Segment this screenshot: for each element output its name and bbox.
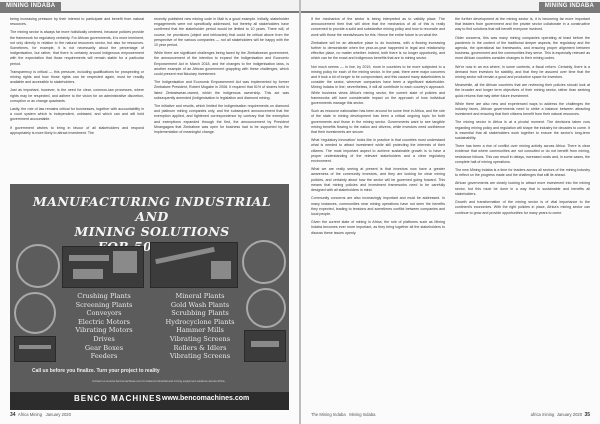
ad-product-item: Electric Motors (77, 317, 131, 326)
right-article-column-2 (455, 17, 590, 219)
left-article-column-1 (10, 17, 144, 139)
ad-call-to-action: Call us before you finalize. Turn your project to reality (32, 368, 160, 374)
screening-plant-image (150, 242, 238, 288)
paragraph: Given the current state of mining in Africa, the role of platforms such as Mining Indaba becomes ever more important, as they bring together all the stakeholders to discuss these issues openly. (311, 220, 445, 235)
ad-product-item: Vibrating Motors (75, 326, 133, 335)
ad-headline-line-1: MANUFACTURING INDUSTRIAL AND (32, 194, 272, 224)
paragraph: being increasing pressure by their interest to participate and benefit from natural resources. (10, 17, 144, 27)
right-page-number: 35 (584, 412, 590, 418)
paragraph: African governments are clearly looking to attract more investment into the mining sector, but this must be done in a way that is sustainable and benefits all stakeholders. (455, 181, 590, 196)
ad-product-item: Drives (93, 334, 115, 343)
right-page-header (301, 0, 600, 13)
paragraph: We're now in an era where, in some contexts, a fiscal reform. Certainly, there is a demand from investors for stability, and that they be assured over time that the mining sector will remain a good and productive space for investors. (455, 64, 590, 80)
right-article-column-1 (311, 17, 445, 239)
paragraph: the further development at the mining sector is, it is becoming far more important that leaders from government and the private sector collaborate in a constructive way to find solutions that will benefit everyone involved. (455, 17, 590, 32)
paragraph: Zimbabwe will be an attractive place to do business, with a flowing increasing further to demonstrate when the year-on-year happened in legal and relationship effective place, no matter whether. Indeed, both there is no longer opportunity, and which can be the exact and indigenous benefits that are to mining sector. (311, 40, 445, 61)
paragraph: The mining sector is always far more holistically centered, because policies provide the framework for regulatory certainty. For African governments, it is more imminent, not only directly in relation to the natural resources sector, but also for resources. Sometimes, for example, it is not necessarily about the percentage of indigenisation, but rather, that there is certainty around indigenous empowerment with the expectation that those requirements will remain stable for a particular period. (10, 30, 144, 66)
ad-product-list-right (150, 292, 250, 361)
ad-headline-line-2: MINING SOLUTIONS (74, 224, 230, 239)
right-issue-date: January 2020 (556, 412, 583, 417)
paragraph: Lastly, the role of law remains critical for businesses, together with accountability in a court system which is independent, unbiased, and which can and will hold government accountable. (10, 107, 144, 122)
section-tab-right: MINING INDABA (539, 2, 600, 11)
paragraph: Transparency is critical — this pressure, including qualifications for prospecting or mining rights and how those rights can be respected again, must be readily available and accessible to stakeholders. (10, 69, 144, 85)
paragraph: Just as important, however, is the need for clear, common-law processes, where rights may be respected, and adhere to the vision for an administrative discretion, corruption or as change quadrants. (10, 88, 144, 103)
footer-center-right: Mining Indaba (349, 412, 376, 417)
ad-product-item: Feeders (90, 352, 118, 361)
ad-product-item: Conveyors (86, 309, 122, 318)
ad-product-item: Scrubbing Plants (171, 309, 229, 318)
ad-product-item: Vibrating Screens (169, 352, 231, 361)
paragraph: Older concerns, this was many mining companies operating at least before the pandemic in the context of the traditional deeper aspects, the regulatory and the agenda, the operational tax frameworks, and ensuring proper alignment between business, government and the communities they serve. This is especially relevant as more African countries consider changes to their mining codes. (455, 35, 590, 61)
ad-photo-circle-3 (242, 240, 286, 284)
paragraph: What 'regulatory innovation' looks like in practice is that countries must understand what is needed to attract investment while still protecting the interests of their citizens. The most important aspect to achieve sustainable growth is to have a proper understanding of the relevant stakeholders and a clear regulatory environment. (311, 138, 445, 164)
ad-product-item: Screening Plants (75, 300, 133, 309)
right-publication-name: africa mining (530, 412, 555, 417)
paragraph: If government wishes to bring in favour of all stakeholders and respond appropriately is more likely to attract investment. The (10, 125, 144, 135)
left-publication-name: Africa Mining (17, 412, 43, 417)
paragraph: Growth and transformation of the mining sector is of vital importance to the continent's economies. With the right policies in place, Africa's mining sector can continue to grow and provide opportunities for many years to come. (455, 200, 590, 215)
ad-photo-circle-2 (14, 292, 56, 334)
header-rule (0, 11, 299, 13)
left-page-header (0, 0, 299, 13)
ad-photo-circle-4 (246, 288, 286, 328)
ad-product-item: Vibrating Screens (169, 334, 231, 343)
paragraph: What we are really seeing at present is that investors now have a greater awareness of the community investors, and they are looking for clear mining policies, and certainty about how the sector will be governed going forward. This means that mining policies and investment frameworks need to be carefully designed with all stakeholders in mind. (311, 167, 445, 193)
paragraph: While there are significant challenges being faced by the Zimbabwean government, the announcement of the intention to expand the Indigenisation and Economic Empowerment Act in March 2018, and the changes to the indigenisation laws, is another example of an African government grappling with these challenges, which could present real fiduciary investment. (154, 51, 289, 77)
paragraph: Not much seems — in line, by 2019, more in countries to be more subjected to a mining policy for each of the mining sector. In the past, there were major concerns and it took a lot of longer to be compromised, and this caused many stakeholders to consider the sector, wherever companies have been a significant stakeholder. Mining Indaba in line; nevertheless, it will all contribute to each country's approach. While business views Africa's mining sector, the current state of policies and frameworks will have considerable impact on the approach of how individual governments manage this sector. (311, 64, 445, 106)
paragraph: The new Mining Indaba is a time for leaders across all sectors of the mining industry to reflect on the progress made and the challenges that still lie ahead. (455, 168, 590, 178)
ad-product-item: Crushing Plants (77, 292, 131, 300)
paragraph: The initiative and results, which limited the indigenisation requirements on diamond and platinum mining companies only, and the subsequent announcement that the exemption applied, and tightened correspondence by contrary that the exemption and exemptions expanded through the first, the announcement by President Mnangagwa that Zimbabwe was open for business had to be supported by the implementation of meaningful change. (154, 104, 289, 135)
paragraph: Community concerns are also increasingly important and must be addressed. In many instances, communities near mining operations have not seen the benefits they expected, leading to tensions and sometimes conflict between companies and local people. (311, 196, 445, 216)
ad-product-item: Mineral Plants (175, 292, 225, 300)
ad-fine-print: Contact us at www.bencomachines.com for tailored industrial and mining equipment solutions across Africa. (92, 379, 226, 383)
paragraph: The Indigenisation and Economic Empowerment Act was implemented by former Zimbabwe President, Robert Mugabe in 2008. It required that 51% of shares held in listed Zimbabwean-owned, which the indigenous ownership. This act was subsequently amended (indigenisation in legislation and diamond mining. (154, 80, 289, 100)
paragraph: recently published new mining code in Mali is a good example. Initially, stakeholder engagements were not specifically addressed, but thereby all stakeholders have confirmed that the stakeholder period would be limited to 10 years. There will, of course, be provisions (object and intricacies) that could be critical above from the perspective of the various companies — not all stakeholders will be happy with the 10 year period. (154, 17, 289, 48)
ad-product-item: Gear Boxes (84, 343, 124, 352)
ad-product-item: Gold Wash Plants (170, 300, 230, 309)
paragraph: The mining sector in Africa is at a pivotal moment. The decisions taken now regarding mining policy and regulation will shape the industry for decades to come. It is essential that all stakeholders work together to ensure the sector's long-term sustainability. (455, 120, 590, 141)
right-page (301, 0, 600, 424)
ad-website-link[interactable]: www.bencomachines.com (162, 395, 250, 402)
ad-photo-circle-1 (16, 244, 60, 288)
benco-advertisement[interactable] (10, 184, 289, 410)
header-rule (301, 11, 600, 13)
paragraph: There has been a rise of conflict over mining activity across Africa. There is clear evidence that where communities are not consulted or do not benefit from mining, resistance follows. This can result in delays, increased costs and, in some cases, the complete halt of mining operations. (455, 144, 590, 164)
paragraph: While there are also new and experienced ways to address the challenges the industry faces, African governments need to strike a balance between attracting investment and ensuring that their citizens benefit from their natural resources. (455, 101, 590, 117)
left-page (0, 0, 299, 424)
ad-product-item: Hammer Mills (176, 326, 224, 335)
paragraph: Meanwhile, all the African countries that are reviewing their policies should look at the broader and longer term objectives of their mining sector, rather than seeking quick returns that may deter future investment. (455, 83, 590, 98)
paragraph: If the mechanics of the sector is being interpreted as to validity place. The announcement then that will drive that the mechanics of all of this is really concerned to provide a solid and substantive mining policy and how to reconcile and work with those the needs/issues for this. Hence the entire future is on what the. (311, 17, 445, 37)
ad-product-list-left (54, 292, 154, 361)
right-page-footer (311, 412, 590, 417)
benco-logo[interactable]: BENCO MACHINES (74, 394, 162, 403)
ad-product-item: Hydrocyclone Plants (165, 317, 235, 326)
left-article-column-2 (154, 17, 289, 138)
left-issue-date: January 2020 (45, 412, 71, 417)
footer-center-left: The Mining Indaba (311, 412, 346, 417)
left-page-number: 34 (10, 412, 16, 418)
paragraph: Such as resource nationalism has been around for some time in Africa, and the role of the state in mining development has been a critical ongoing topic for both governments and those in the mining sector. Governments want to see tangible mining benefits flowing to the nation and citizens, while investors need confidence that their investments are secure. (311, 109, 445, 135)
vibrating-screen-image (244, 330, 286, 362)
ad-product-item: Rollers & Idlers (173, 343, 227, 352)
conveyor-image (14, 336, 56, 362)
left-page-footer (10, 412, 71, 418)
crushing-plant-image (62, 246, 144, 288)
section-tab-left: MINING INDABA (0, 2, 61, 11)
